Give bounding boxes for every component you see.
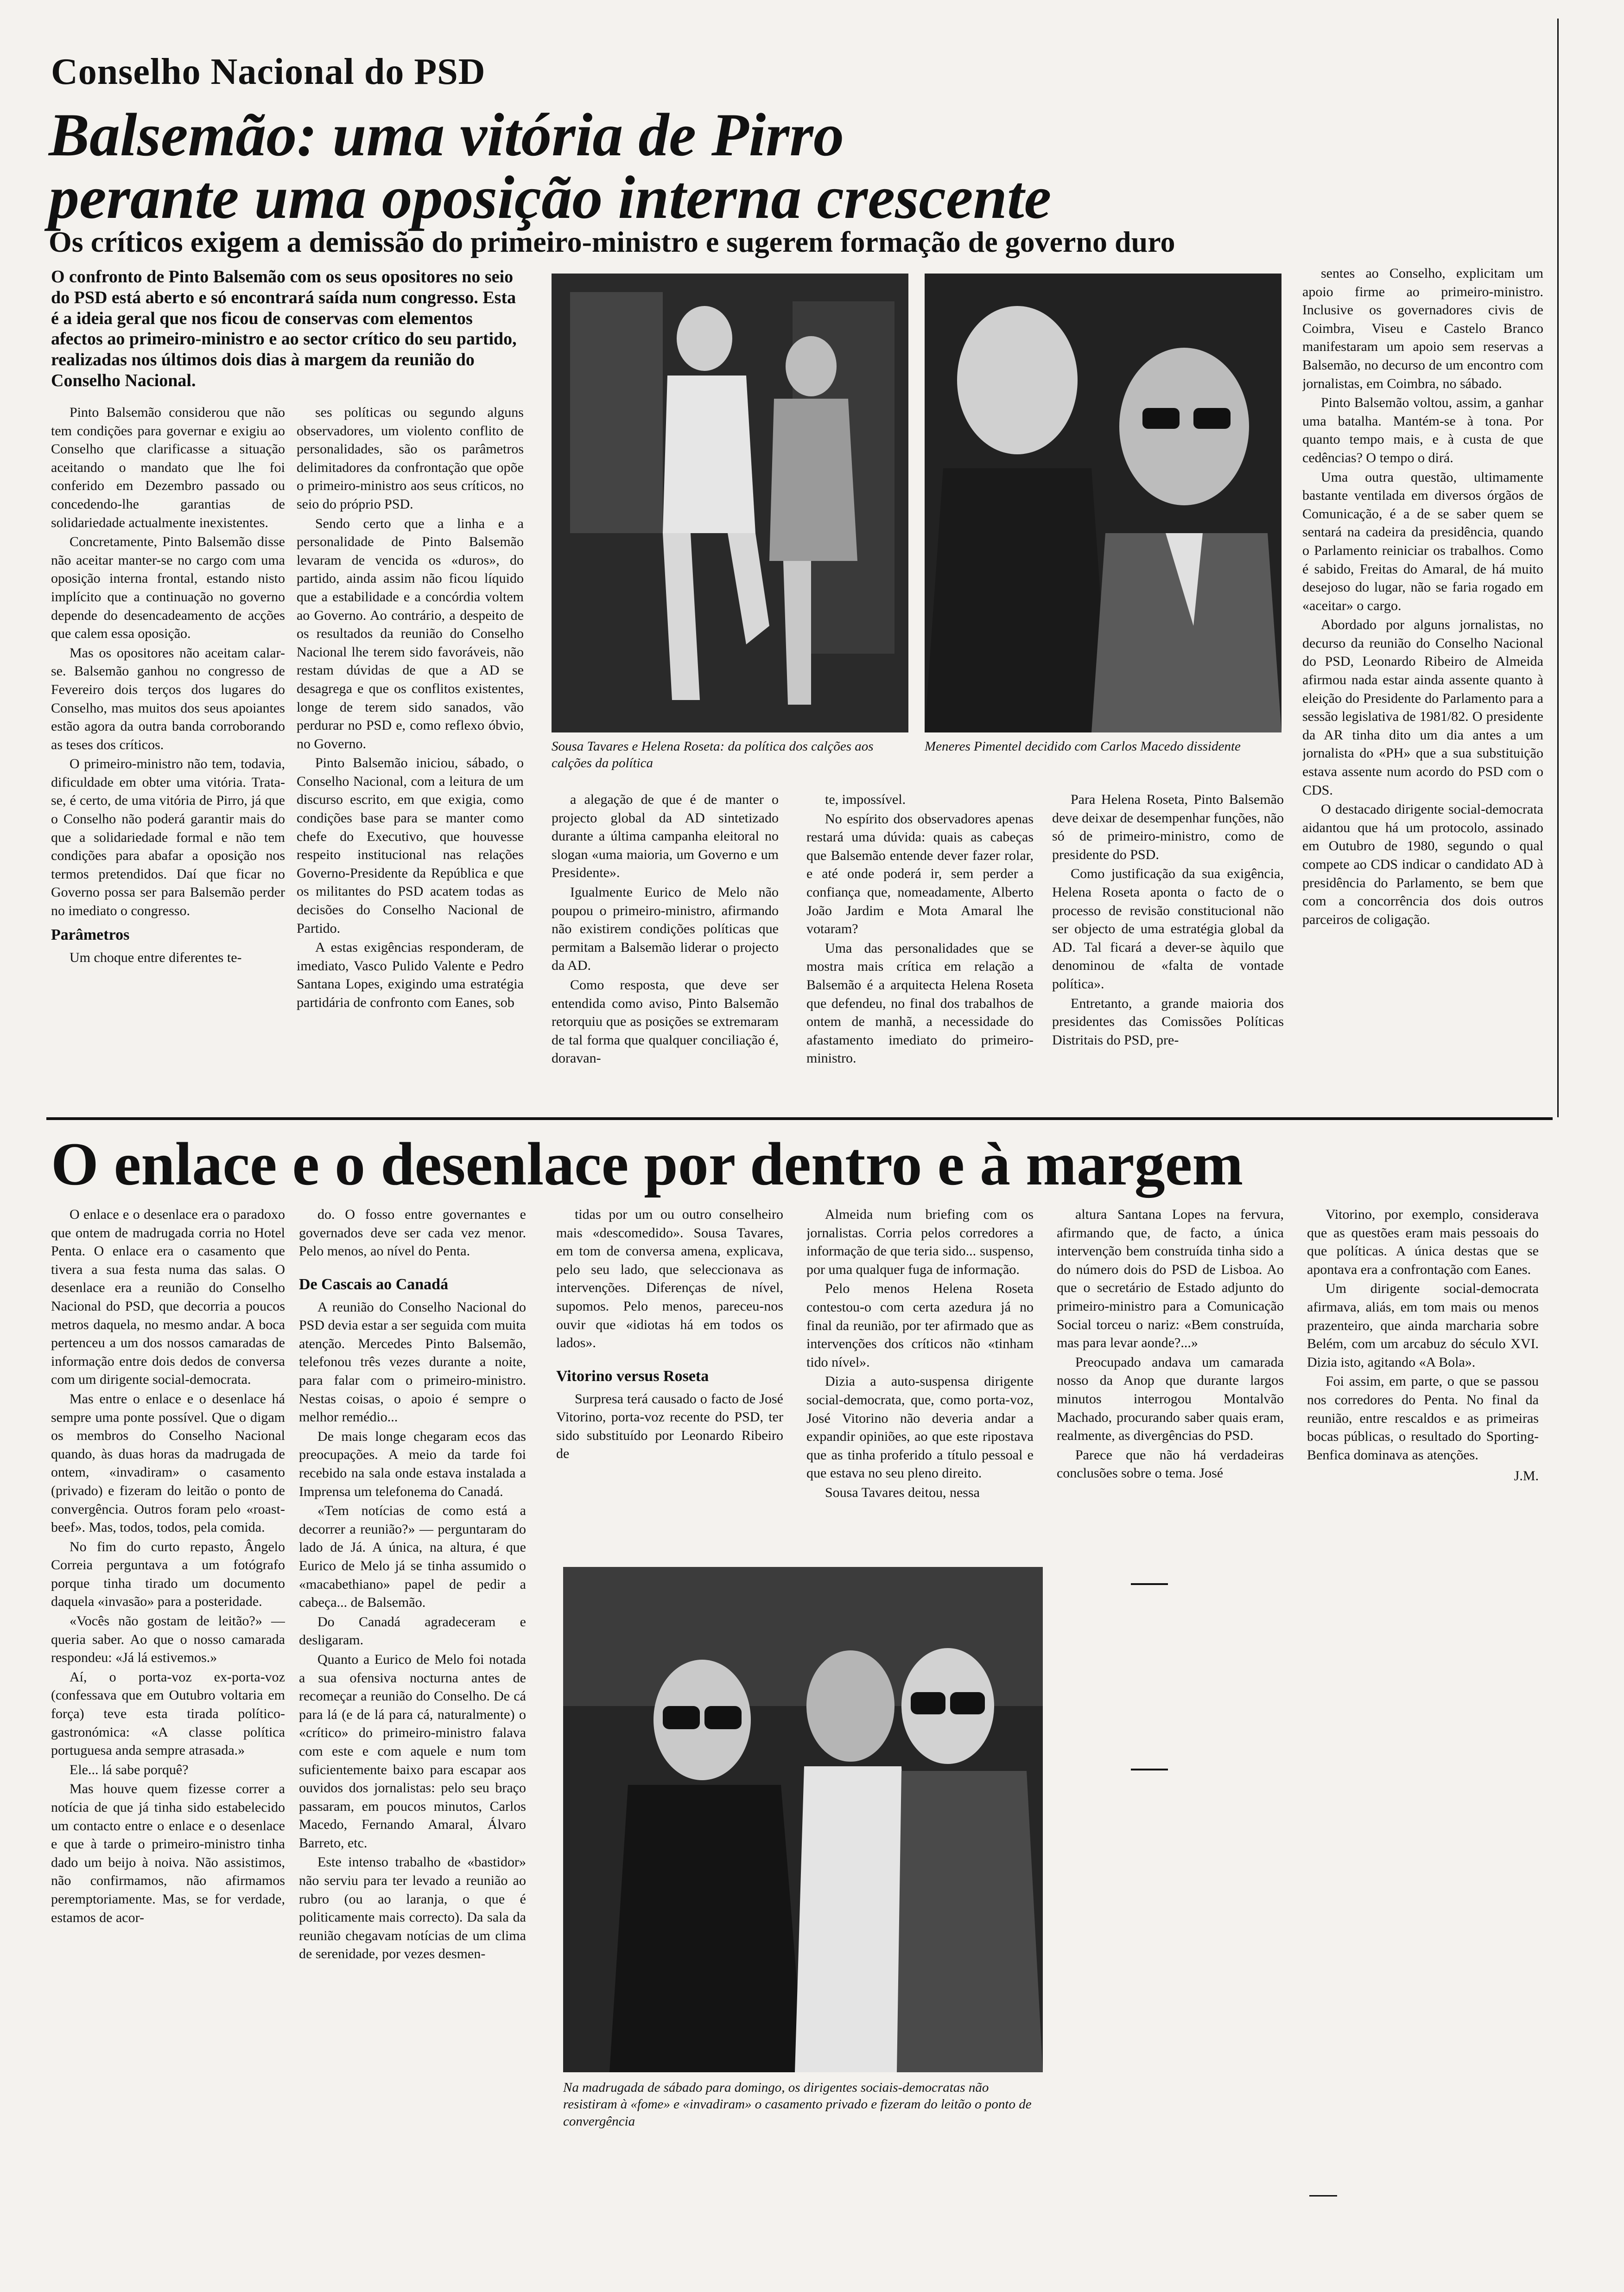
lead-paragraph: O confronto de Pinto Balsemão com os seus opositores no seio do PSD está aberto e só encontrará saída num congresso. Esta é a ideia geral que nos ficou de conservas com elementos afectos ao primeiro-ministro e ao sector crítico do seu partido, realizadas nos últimos dois dias à margem da reunião do Conselho Nacional.: [51, 267, 517, 391]
section-subhead: Parâmetros: [51, 926, 130, 943]
paragraph: Dizia a auto-suspensa dirigente social-democrata, que, como porta-voz, José Vitorino não deveria andar a expandir opiniões, ao que este ripostava que as tinha proferido a título pessoal e que estava no seu pleno direito.: [806, 1374, 1034, 1481]
paragraph: sentes ao Conselho, explicitam um apoio firme ao primeiro-ministro. Inclusive os governadores civis de Coimbra, Viseu e Castelo Branco manifestaram um apoio sem reservas a Balsemão, no decurso de um encontro com jornalistas, em Coimbra, no sábado.: [1302, 266, 1543, 391]
paragraph: Como justificação da sua exigência, Helena Roseta aponta o facto de o processo de revisão constitucional não ser objecto de uma estratégia global da AD. Tal ficará a dever-se àquilo que denominou de «falta de vontade política».: [1052, 866, 1284, 992]
paragraph: a alegação de que é de manter o projecto global da AD sintetizado durante a última campanha eleitoral no slogan «uma maioria, um Governo e um Presidente».: [552, 792, 779, 881]
paragraph: Concretamente, Pinto Balsemão disse não aceitar manter-se no cargo com uma oposição interna frontal, estando nisto implícito que a continuação no governo depende do desencadeamento de acções que calem essa oposição.: [51, 534, 285, 642]
photo-illustration: [925, 274, 1281, 732]
photo-wedding-caption: Na madrugada de sábado para domingo, os dirigentes sociais-democratas não resistiram à «fome» e «invadiram» o casamento privado e fizeram do leitão o ponto de convergência: [563, 2080, 1032, 2129]
article2-column-3: [556, 1205, 783, 1553]
paragraph: Parece que não há verdadeiras conclusões sobre o tema. José: [1057, 1447, 1284, 1481]
paragraph: Este intenso trabalho de «bastidor» não serviu para ter levado a reunião ao rubro (ou ao laranja, o que é politicamente mais correcto). Da sala da reunião chegavam notícias de um clima de serenidade, por vezes desmen-: [299, 1854, 526, 1962]
paragraph: Preocupado andava um camarada nosso da Anop que durante largos minutos interrogou Montalvão Machado, procurando saber quais eram, realmente, as divergências do PSD.: [1057, 1354, 1284, 1444]
photo1-caption: Sousa Tavares e Helena Roseta: da política dos calções aos calções da política: [552, 739, 874, 771]
column-rule: [1131, 1769, 1168, 1770]
photo-wedding-invasion: [563, 1567, 1043, 2072]
paragraph: Um choque entre diferentes te-: [70, 949, 242, 965]
photo-meneres-pimentel-carlos-macedo: [925, 274, 1281, 732]
paragraph: Mas entre o enlace e o desenlace há sempre uma ponte possível. Que o digam os membros do Conselho Nacional quando, às duas horas da madrugada de ontem, «invadiram» o casamento (privado) e fizeram do leitão o ponto de convergência. Outros foram pelo «roast-beef». Mas, todos, todos, pela comida.: [51, 1391, 285, 1535]
paragraph: O primeiro-ministro não tem, todavia, dificuldade em obter uma vitória. Trata-se, é certo, de uma vitória de Pirro, já que o Conselho não poderá garantir mais do que a solidariedade formal e não tem condições para abafar a oposição nos termos pretendidos. Daí que ficar no Governo possa ser para Balsemão perder no imediato o congresso.: [51, 756, 285, 919]
paragraph: Mas os opositores não aceitam calar-se. Balsemão ganhou no congresso de Fevereiro dois terços dos lugares do Conselho, mas muitos dos seus apoiantes estão agora da outra banda corroborando as teses dos críticos.: [51, 645, 285, 752]
paragraph: Surpresa terá causado o facto de José Vitorino, porta-voz recente do PSD, ter sido substituído por Leonardo Ribeiro de: [556, 1391, 783, 1462]
paragraph: Quanto a Eurico de Melo foi notada a sua ofensiva nocturna antes de recomeçar a reunião do Conselho. De cá para lá (e de lá para cá, naturalmente) o «crítico» do primeiro-ministro falava com este e com aquele e num tom suficientemente baixo para escapar aos ouvidos dos jornalistas: pelo seu braço passaram, em poucos minutos, Carlos Macedo, Fernando Amaral, Álvaro Barreto, etc.: [299, 1651, 526, 1851]
paragraph: «Vocês não gostam de leitão?» — queria saber. Ao que o nosso camarada respondeu: «Já lá estivemos.»: [51, 1613, 285, 1666]
paragraph: tidas por um ou outro conselheiro mais «descomedido». Sousa Tavares, em tom de conversa amena, explicava, pelo seu lado, que seleccionava as intervenções. Diferenças de nível, supomos. Pelo menos, pareceu-nos ouvir que «idiotas há em todos os lados».: [556, 1207, 783, 1351]
paragraph: Igualmente Eurico de Melo não poupou o primeiro-ministro, afirmando não existirem condições políticas que permitam a Balsemão liderar o projecto da AD.: [552, 884, 779, 974]
article2-column-4: [806, 1205, 1034, 1553]
paragraph: O destacado dirigente social-democrata aidantou que há um protocolo, assinado em Outubro de 1980, segundo o qual compete ao CDS indicar o candidato AD à presidência do Parlamento, se bem que com a concorrência dos dois outros parceiros de coligação.: [1302, 802, 1543, 927]
column-rule: [1131, 1583, 1168, 1585]
paragraph: Ele... lá sabe porquê?: [70, 1762, 189, 1777]
paragraph: Abordado por alguns jornalistas, no decurso da reunião do Conselho Nacional do PSD, Leonardo Ribeiro de Almeida afirmou nada estar ainda assente quanto à eleição do Presidente do Parlamento para a sessão legislativa de 1981/82. O presidente da AR tinha dito um dia antes a um jornalista do «PH» que a sua substituição estava assente num acordo do PSD com o CDS.: [1302, 617, 1543, 798]
column-rule: [1309, 2195, 1337, 2196]
article2-column-1: [51, 1205, 285, 2207]
photo-illustration: [563, 1567, 1043, 2072]
paragraph: Para Helena Roseta, Pinto Balsemão deve deixar de desempenhar funções, não só de primeiro-ministro, como de presidente do PSD.: [1052, 792, 1284, 862]
subheadline: Os críticos exigem a demissão do primeiro-ministro e sugerem formação de governo duro: [49, 225, 1175, 258]
photo-sousa-tavares-helena-roseta: [552, 274, 908, 732]
article1-column-4: [806, 790, 1034, 1106]
paragraph: Um dirigente social-democrata afirmava, aliás, em tom mais ou menos prazenteiro, que ainda marcharia sobre Belém, com um arcabuz do século XVI. Dizia isto, agitando «A Bola».: [1307, 1281, 1539, 1370]
paragraph: A estas exigências responderam, de imediato, Vasco Pulido Valente e Pedro Santana Lopes, exigindo uma estratégia partidária de confronto com Eanes, sob: [297, 940, 524, 1010]
article-separator: [46, 1117, 1553, 1120]
paragraph: «Tem notícias de como está a decorrer a reunião?» — perguntaram do lado de Já. A única, na altura, é que Eurico de Melo já se tinha assumido o «macabethiano» papel de pedir a cabeça... de Balsemão.: [299, 1503, 526, 1611]
paragraph: Foi assim, em parte, o que se passou nos corredores do Penta. No final da reunião, entre rescaldos e as primeiras bocas públicas, o resultado do Sporting-Benfica dominava as atenções.: [1307, 1374, 1539, 1463]
paragraph: Mas houve quem fizesse correr a notícia de que já tinha sido estabelecido um contacto entre o enlace e o desenlace e que à tarde o primeiro-ministro tinha dado um beijo à noiva. Não assistimos, não confirmamos, não afirmamos peremptoriamente. Mas, se for verdade, estamos de acor-: [51, 1781, 285, 1925]
article1-column-2: [297, 403, 524, 1117]
headline-line-2: perante uma oposição interna crescente: [49, 163, 1052, 231]
paragraph: Pinto Balsemão voltou, assim, a ganhar uma batalha. Mantém-se à tona. Por quanto tempo mais, e à custa de que cedências? O tempo o dirá.: [1302, 395, 1543, 465]
paragraph: altura Santana Lopes na fervura, afirmando que, de facto, a única intervenção bem construída tinha sido a do número dois do PSD de Lisboa. Ao que o secretário de Estado adjunto do primeiro-ministro para a Comunicação Social torceu o nariz: «Bem construída, mas para levar aonde?...»: [1057, 1207, 1284, 1351]
paragraph: De mais longe chegaram ecos das preocupações. A meio da tarde foi recebido na sala onde estava instalada a Imprensa um telefonema do Canadá.: [299, 1428, 526, 1499]
kicker: Conselho Nacional do PSD: [51, 51, 486, 92]
paragraph: Vitorino, por exemplo, considerava que as questões eram mais pessoais do que políticas. A única destas que se apontava era a confrontação com Eanes.: [1307, 1207, 1539, 1277]
paragraph: Aí, o porta-voz ex-porta-voz (confessava que em Outubro voltaria em força) teve esta tirada político-gastronómica: «A classe política portuguesa anda sempre atrasada.»: [51, 1669, 285, 1758]
headline-line-1: Balsemão: uma vitória de Pirro: [49, 101, 844, 169]
paragraph: Sendo certo que a linha e a personalidade de Pinto Balsemão levaram de vencida os «duros», do partido, ainda assim não ficou líquido que a estabilidade e a concórdia voltem ao Governo. Ao contrário, a despeito de os resultados da reunião do Conselho Nacional lhe terem sido favoráveis, não restam dúvidas de que a AD se desagrega e que os conflitos existentes, longe de terem sido sanados, vão perdurar no PSD e, como reflexo óbvio, no Governo.: [297, 516, 524, 751]
paragraph: Uma das personalidades que se mostra mais crítica em relação a Balsemão é a arquitecta Helena Roseta que defendeu, no final dos trabalhos de ontem de manhã, a necessidade do afastamento imediato do primeiro-ministro.: [806, 940, 1034, 1066]
section-subhead: Vitorino versus Roseta: [556, 1367, 709, 1385]
paragraph: do. O fosso entre governantes e governados deve ser cada vez menor. Pelo menos, ao nível do Penta.: [299, 1207, 526, 1259]
paragraph: O enlace e o desenlace era o paradoxo que ontem de madrugada corria no Hotel Penta. O enlace era o casamento que tivera a sua festa numa das salas. O desenlace era a reunião do Conselho Nacional do PSD, que decorria a poucos metros daquela, no mesmo andar. A boca pertenceu a um dos nossos camaradas de informação entre dois dedos de conversa com um dirigente social-democrata.: [51, 1207, 285, 1388]
column-rule-right: [1557, 19, 1559, 1117]
paragraph: Pinto Balsemão iniciou, sábado, o Conselho Nacional, com a leitura de um discurso escrito, em que exigia, como condições base para se manter como chefe do Executivo, que houvesse respeito institucional nas relações Governo-Presidente da República e que os militantes do PSD acatem todas as decisões do Conselho Nacional de Partido.: [297, 755, 524, 936]
paragraph: Do Canadá agradeceram e desligaram.: [299, 1614, 526, 1648]
photo2-caption: Meneres Pimentel decidido com Carlos Macedo dissidente: [925, 739, 1241, 754]
paragraph: Como resposta, que deve ser entendida como aviso, Pinto Balsemão retorquiu que as posições se extremaram de tal forma que qualquer conciliação é, doravan-: [552, 977, 779, 1066]
article2-column-5: [1057, 1205, 1284, 1553]
paragraph: Pelo menos Helena Roseta contestou-o com certa azedura já no final da reunião, por ter afirmado que as intervenções dos críticos não «tinham tido nível».: [806, 1281, 1034, 1370]
paragraph: te, impossível.: [825, 792, 906, 807]
article2-headline: O enlace e o desenlace por dentro e à margem: [51, 1130, 1243, 1198]
paragraph: Entretanto, a grande maioria dos presidentes das Comissões Políticas Distritais do PSD, pre-: [1052, 995, 1284, 1048]
paragraph: A reunião do Conselho Nacional do PSD devia estar a ser seguida com muita atenção. Mercedes Pinto Balsemão, telefonou três vezes durante a noite, para falar com o primeiro-ministro. Nestas coisas, o apoio é sempre o melhor remédio...: [299, 1299, 526, 1425]
paragraph: Sousa Tavares deitou, nessa: [825, 1484, 980, 1500]
paragraph: Pinto Balsemão considerou que não tem condições para governar e exigiu ao Conselho que clarificasse a situação aceitando o mandato que lhe foi conferido em Dezembro passado ou concedendo-lhe garantias de solidariedade actualmente inexistentes.: [51, 405, 285, 530]
article1-column-1: [51, 403, 285, 1117]
section-subhead: De Cascais ao Canadá: [299, 1275, 449, 1293]
paragraph: ses políticas ou segundo alguns observadores, um violento conflito de personalidades, são os parâmetros delimitadores da confrontação que opõe o primeiro-ministro aos seus críticos, no seio do próprio PSD.: [297, 405, 524, 512]
article1-column-5: [1052, 790, 1284, 1106]
paragraph: Almeida num briefing com os jornalistas. Corria pelos corredores a informação de que teria sido... suspenso, por uma qualquer fuga de informação.: [806, 1207, 1034, 1277]
paragraph: No espírito dos observadores apenas restará uma dúvida: quais as cabeças que Balsemão entende dever fazer rolar, e até onde poderá ir, sem perder a confiança que, nomeadamente, Alberto João Jardim e Mota Amaral lhe votaram?: [806, 811, 1034, 937]
article1-column-6: [1302, 264, 1543, 1106]
article2-column-2: [299, 1205, 526, 2207]
photo-illustration: [552, 274, 908, 732]
article1-column-3: [552, 790, 779, 1106]
author-signature: J.M.: [1514, 1468, 1539, 1484]
paragraph: Uma outra questão, ultimamente bastante ventilada em diversos órgãos de Comunicação, é a de se saber quem se sentará na cadeira da presidência, quando o Parlamento reiniciar os trabalhos. Como é sabido, Freitas do Amaral, de há muito desejoso do lugar, não se faria rogado em «aceitar» o cargo.: [1302, 469, 1543, 613]
paragraph: No fim do curto repasto, Ângelo Correia perguntava a um fotógrafo porque tinha tirado um documento daquela «invasão» para a posteridade.: [51, 1539, 285, 1610]
article2-column-6: [1307, 1205, 1539, 1567]
